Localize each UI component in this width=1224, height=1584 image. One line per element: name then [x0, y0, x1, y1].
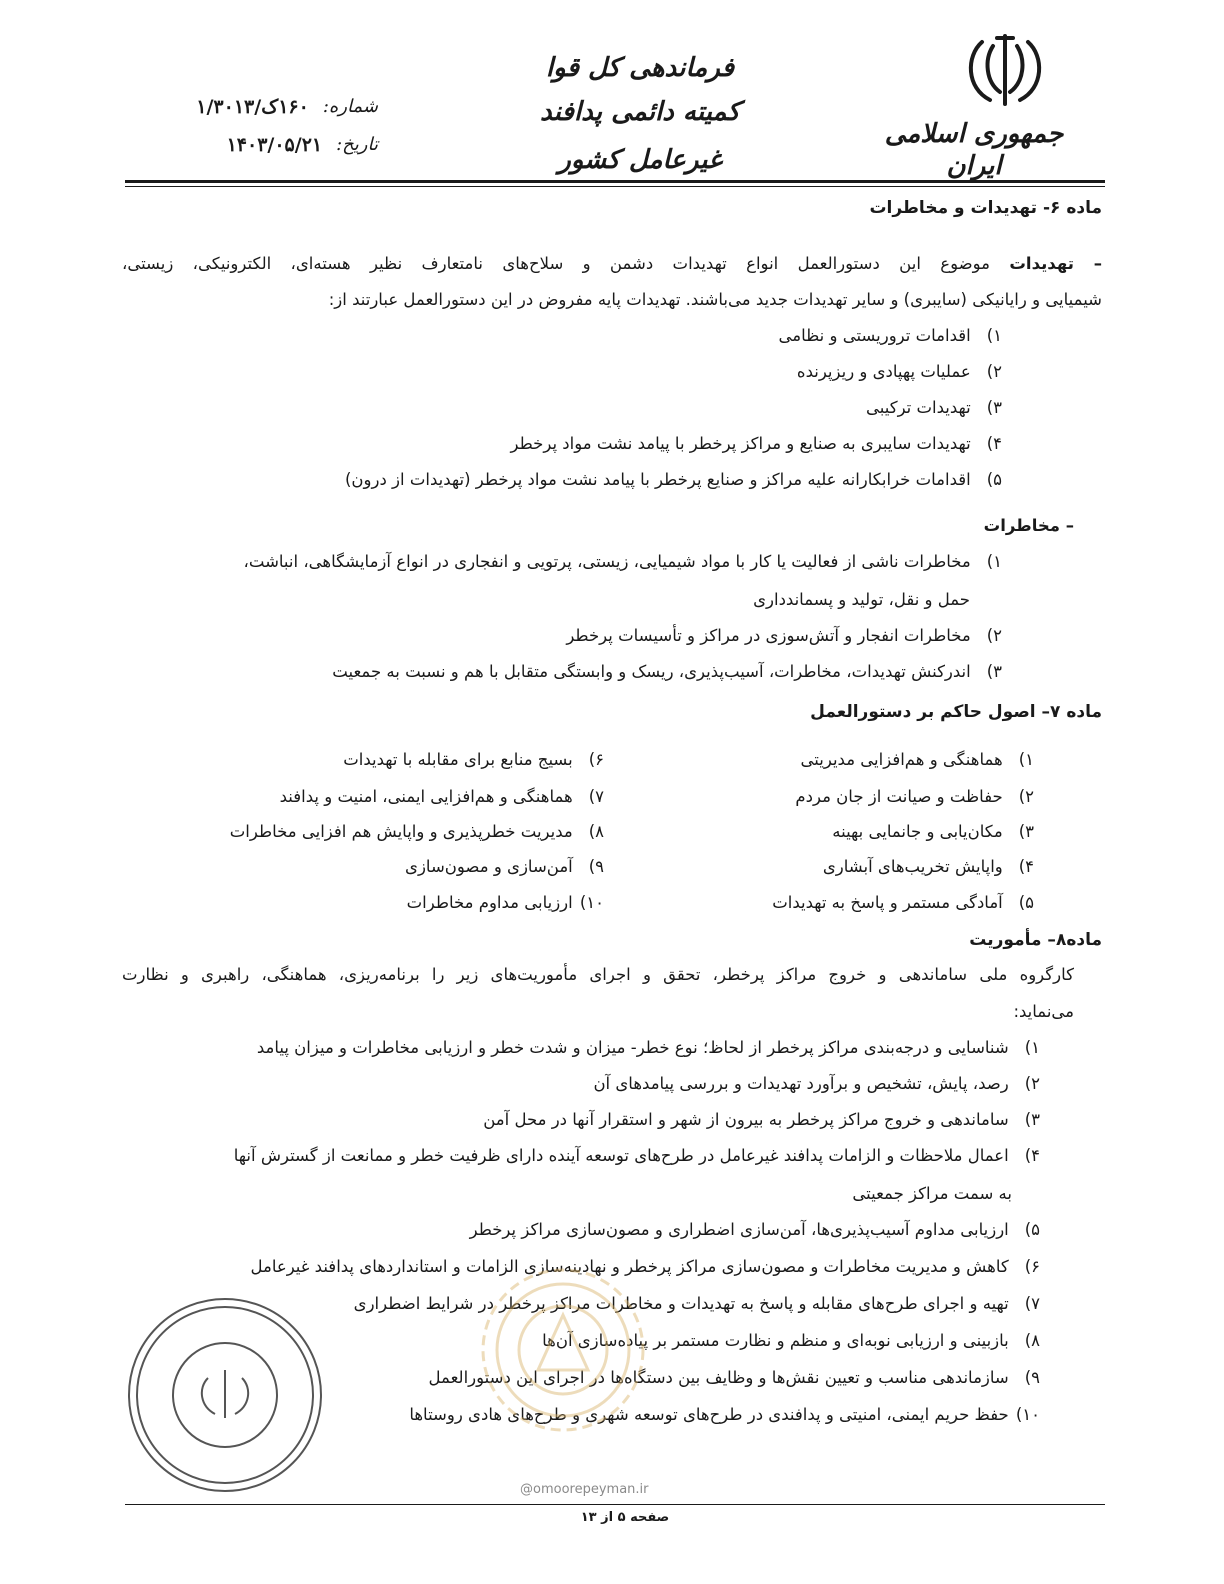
mission-item-4-cont: به سمت مراکز جمعیتی: [852, 1184, 1012, 1203]
watermark-handle: @omoorepeyman.ir: [520, 1482, 649, 1497]
item-text: مکان‌یابی و جانمایی بهینه: [832, 822, 1003, 841]
principle-item-8: [230, 822, 604, 841]
watermark-seal-icon: [468, 1255, 658, 1445]
date-value: ۱۴۰۳/۰۵/۲۱: [226, 134, 323, 156]
item-number: ۲): [1018, 787, 1034, 806]
item-text: واپایش تخریب‌های آبشاری: [822, 857, 1003, 876]
number-value: ۱۶۰ک/۱/۳۰۱۳: [196, 96, 309, 118]
item-number: ۷): [588, 787, 604, 806]
iran-emblem-icon: [960, 30, 1050, 110]
principle-item-10: [407, 893, 604, 912]
item-text: اندرکنش تهدیدات، مخاطرات، آسیب‌پذیری، ریسک و وابستگی متقابل با هم و نسبت به جمعیت: [332, 662, 971, 681]
item-number: ۱۰): [1015, 1405, 1040, 1424]
item-text: آمن‌سازی و مصون‌سازی: [405, 857, 573, 876]
threats-lead: – تهدیدات: [1009, 254, 1102, 273]
item-number: ۲): [1024, 1074, 1040, 1093]
threats-text-1: موضوع این دستورالعمل انواع تهدیدات دشمن و سلاح‌های نامتعارف نظیر هسته‌ای، الکترونیکی، زیستی،: [122, 254, 990, 273]
item-number: ۳): [986, 398, 1002, 417]
item-number: ۳): [1024, 1110, 1040, 1129]
item-number: ۳): [1018, 822, 1034, 841]
org-line-1: فرماندهی کل قوا: [545, 53, 735, 83]
item-number: ۱): [1024, 1038, 1040, 1057]
item-text: حفظ حریم ایمنی، امنیتی و پدافندی در طرح‌های توسعه شهری و طرح‌های هادی روستاها: [409, 1405, 1009, 1424]
item-text: تهدیدات ترکیبی: [866, 398, 971, 417]
principle-item-9: [405, 857, 604, 876]
item-number: ۹): [1024, 1368, 1040, 1387]
item-text: هماهنگی و هم‌افزایی مدیریتی: [800, 750, 1003, 769]
principle-item-6: [343, 750, 604, 769]
official-stamp-icon: [120, 1290, 330, 1500]
mission-item-7: [354, 1294, 1040, 1313]
mission-item-5: [470, 1220, 1040, 1239]
date-label: تاریخ:: [336, 134, 378, 155]
item-number: ۶): [588, 750, 604, 769]
item-text: سازماندهی مناسب و تعیین نقش‌ها و وظایف بین دستگاه‌ها در اجرای این دستورالعمل: [428, 1368, 1009, 1387]
hazard-item-1: [244, 552, 1002, 571]
threats-paragraph-line-2: شیمیایی و رایانیکی (سایبری) و سایر تهدیدات جدید می‌باشند. تهدیدات پایه مفروض در این دستورالعمل عبارتند از:: [328, 290, 1102, 309]
item-number: ۹): [588, 857, 604, 876]
item-text: اقدامات تروریستی و نظامی: [778, 326, 971, 345]
item-text: بازبینی و ارزیابی نوبه‌ای و منظم و نظارت مستمر بر پیاده‌سازی آن‌ها: [542, 1331, 1009, 1350]
mission-intro-line-2: می‌نماید:: [1013, 1002, 1074, 1021]
footer-divider: [125, 1504, 1105, 1505]
organization-title: [500, 48, 780, 184]
item-text: تهیه و اجرای طرح‌های مقابله و پاسخ به تهدیدات و مخاطرات مراکز پرخطر در شرایط اضطراری: [353, 1294, 1009, 1313]
item-text: رصد، پایش، تشخیص و برآورد تهدیدات و بررسی پیامدهای آن: [593, 1074, 1009, 1093]
item-text: اعمال ملاحظات و الزامات پدافند غیرعامل در طرح‌های توسعه آینده دارای ظرفیت خطر و ممانعت از گسترش آنها: [233, 1146, 1009, 1165]
hazard-item-3: [332, 662, 1002, 681]
item-number: ۸): [588, 822, 604, 841]
item-number: ۶): [1024, 1257, 1040, 1276]
item-text: بسیج منابع برای مقابله با تهدیدات: [343, 750, 573, 769]
item-text: ارزیابی مداوم آسیب‌پذیری‌ها، آمن‌سازی اضطراری و مصون‌سازی مراکز پرخطر: [469, 1220, 1009, 1239]
mission-item-3: [483, 1110, 1040, 1129]
item-number: ۷): [1024, 1294, 1040, 1313]
item-number: ۸): [1024, 1331, 1040, 1350]
item-number: ۱): [1018, 750, 1034, 769]
item-text: عملیات پهپادی و ریزپرنده: [796, 362, 971, 381]
letter-meta: [128, 88, 378, 164]
mission-item-2: [593, 1074, 1040, 1093]
item-number: ۴): [986, 434, 1002, 453]
hazard-item-2: [566, 626, 1002, 645]
item-number: ۴): [1018, 857, 1034, 876]
republic-title: جمهوری اسلامی ایران: [884, 119, 1064, 181]
item-text: ارزیابی مداوم مخاطرات: [406, 893, 573, 912]
item-text: حفاظت و صیانت از جان مردم: [795, 787, 1003, 806]
principle-item-3: [832, 822, 1034, 841]
article-8-heading: ماده۸– مأموریت: [969, 930, 1102, 950]
number-label: شماره:: [322, 96, 378, 117]
item-number: ۵): [1018, 893, 1034, 912]
org-line-2: کمیته دائمی پدافند غیرعامل کشور: [540, 97, 740, 175]
threat-item-2: [797, 362, 1002, 381]
hazards-lead: – مخاطرات: [983, 516, 1074, 535]
item-number: ۵): [986, 470, 1002, 489]
item-text: ساماندهی و خروج مراکز پرخطر به بیرون از شهر و استقرار آنها در محل آمن: [483, 1110, 1009, 1129]
item-text: هماهنگی و هم‌افزایی ایمنی، امنیت و پدافند: [279, 787, 573, 806]
principle-item-1: [801, 750, 1034, 769]
item-text: شناسایی و درجه‌بندی مراکز پرخطر از لحاظ؛ نوع خطر- میزان و شدت خطر و ارزیابی مخاطرات و میزان پیامد: [256, 1038, 1009, 1057]
mission-intro-line-1: کارگروه ملی ساماندهی و خروج مراکز پرخطر، تحقق و اجرای مأموریت‌های زیر را برنامه‌ریزی، هماهنگی، راهبری و نظارت: [122, 965, 1074, 984]
hazard-item-1-cont: حمل و نقل، تولید و پسماندداری: [753, 590, 970, 609]
item-text: آمادگی مستمر و پاسخ به تهدیدات: [772, 893, 1003, 912]
item-number: ۱): [986, 552, 1002, 571]
principle-item-4: [823, 857, 1034, 876]
page-number: صفحه ۵ از ۱۳: [580, 1510, 670, 1525]
item-text: مدیریت خطرپذیری و واپایش هم افزایی مخاطرات: [229, 822, 573, 841]
mission-item-4: [234, 1146, 1040, 1165]
item-text: اقدامات خرابکارانه علیه مراکز و صنایع پرخطر با پیامد نشت مواد پرخطر (تهدیدات از درون): [344, 470, 971, 489]
mission-item-1: [257, 1038, 1040, 1057]
item-text: کاهش و مدیریت مخاطرات و مصون‌سازی مراکز پرخطر و نهادینه‌سازی الزامات و استانداردهای پدافند غیرعامل: [250, 1257, 1009, 1276]
header-divider-thin: [125, 186, 1105, 187]
principle-item-5: [772, 893, 1034, 912]
item-number: ۴): [1024, 1146, 1040, 1165]
threat-item-4: [511, 434, 1003, 453]
item-text: مخاطرات ناشی از فعالیت یا کار با مواد شیمیایی، زیستی، پرتویی و انفجاری در انواع آزمایشگاهی، انباشت،: [243, 552, 971, 571]
principle-item-2: [795, 787, 1034, 806]
date-row: [128, 126, 378, 164]
article-7-heading: ماده ۷– اصول حاکم بر دستورالعمل: [810, 702, 1102, 722]
threat-item-1: [779, 326, 1003, 345]
item-number: ۱۰): [579, 893, 604, 912]
header-divider: [125, 180, 1105, 183]
item-number: ۲): [986, 626, 1002, 645]
threat-item-5: [345, 470, 1002, 489]
principle-item-7: [280, 787, 604, 806]
item-number: ۱): [986, 326, 1002, 345]
threat-item-3: [866, 398, 1002, 417]
number-row: [128, 88, 378, 126]
article-6-heading: ماده ۶- تهدیدات و مخاطرات: [869, 198, 1102, 218]
threats-paragraph-line-1: [122, 254, 1102, 273]
item-text: تهدیدات سایبری به صنایع و مراکز پرخطر با پیامد نشت مواد پرخطر: [510, 434, 971, 453]
item-number: ۲): [986, 362, 1002, 381]
item-number: ۵): [1024, 1220, 1040, 1239]
item-text: مخاطرات انفجار و آتش‌سوزی در مراکز و تأسیسات پرخطر: [566, 626, 971, 645]
item-number: ۳): [986, 662, 1002, 681]
